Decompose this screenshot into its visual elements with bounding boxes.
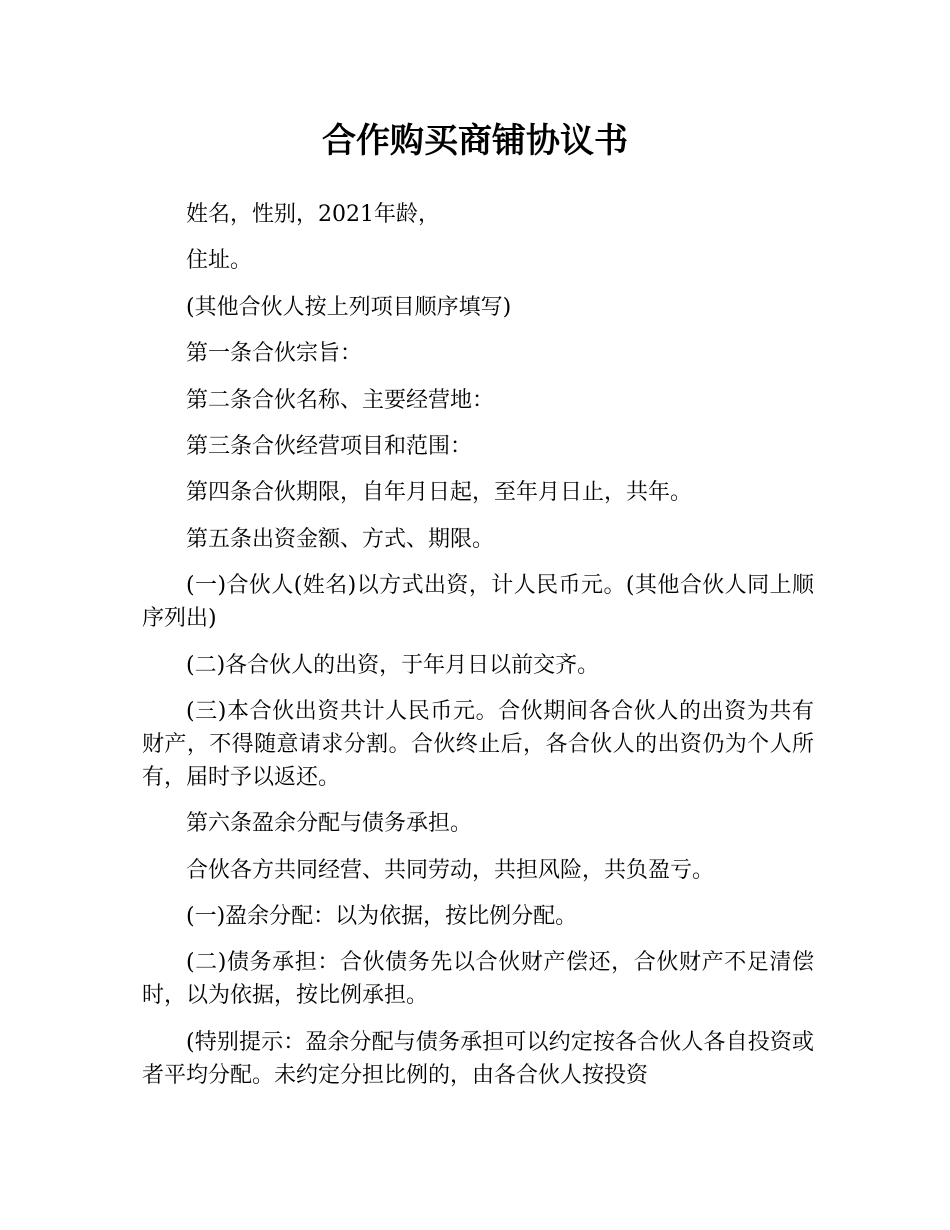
paragraph-article-6-item-1: (一)盈余分配：以为依据，按比例分配。 — [186, 904, 578, 930]
document-title: 合作购买商铺协议书 — [322, 121, 628, 161]
paragraph-article-6-item-2: (二)债务承担：合伙债务先以合伙财产偿还，合伙财产不足清偿时，以为依据，按比例承担。 — [142, 950, 814, 1009]
paragraph-article-4: 第四条合伙期限，自年月日起，至年月日止，共年。 — [186, 480, 693, 506]
paragraph-party-info: 姓名，性别，2021年龄， — [186, 202, 440, 227]
paragraph-article-1: 第一条合伙宗旨： — [186, 341, 363, 367]
paragraph-article-5: 第五条出资金额、方式、期限。 — [186, 526, 495, 552]
paragraph-article-5-item-2: (二)各合伙人的出资，于年月日以前交齐。 — [186, 652, 600, 678]
paragraph-article-2: 第二条合伙名称、主要经营地： — [186, 387, 495, 413]
paragraph-special-note: (特别提示：盈余分配与债务承担可以约定按各合伙人各自投资或者平均分配。未约定分担比例的，由各合伙人按投资 — [142, 1029, 814, 1088]
paragraph-article-6-intro: 合伙各方共同经营、共同劳动，共担风险，共负盈亏。 — [186, 857, 715, 883]
paragraph-article-3: 第三条合伙经营项目和范围： — [186, 433, 473, 459]
paragraph-address: 住址。 — [186, 248, 253, 274]
paragraph-article-5-item-1: (一)合伙人(姓名)以方式出资，计人民币元。(其他合伙人同上顺序列出) — [142, 573, 814, 632]
paragraph-article-5-item-3: (三)本合伙出资共计人民币元。合伙期间各合伙人的出资为共有财产，不得随意请求分割。合伙终止后，各合伙人的出资仍为个人所有，届时予以返还。 — [142, 698, 814, 790]
document-body — [142, 198, 814, 1105]
paragraph-article-6: 第六条盈余分配与债务承担。 — [186, 811, 473, 837]
paragraph-other-partners: (其他合伙人按上列项目顺序填写) — [186, 294, 512, 320]
